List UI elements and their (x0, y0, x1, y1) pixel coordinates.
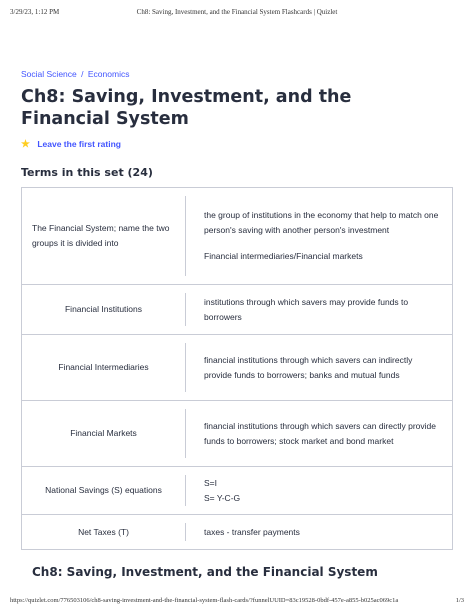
table-row (22, 285, 452, 335)
card-definition (186, 285, 452, 334)
card-term: Financial Institutions (64, 304, 142, 314)
print-datetime: 3/29/23, 1:12 PM (10, 8, 60, 16)
table-row (22, 335, 452, 401)
print-doc-title: Ch8: Saving, Investment, and the Financial System Flashcards | Quizlet (136, 8, 338, 16)
print-page-number: 1/3 (455, 597, 464, 604)
definition-line: financial institutions through which savers can directly provide funds to borrowers; stock market and bond market (204, 420, 436, 446)
definition-line: taxes - transfer payments (204, 526, 300, 537)
terms-heading: Terms in this set (24) (21, 166, 153, 179)
section-heading: Ch8: Saving, Investment, and the Financial System (32, 565, 378, 579)
definition-line: financial institutions through which savers can indirectly provide funds to borrowers; banks and mutual funds (204, 354, 413, 380)
print-header (10, 8, 464, 20)
breadcrumb-separator: / (81, 69, 84, 79)
star-icon: ★ (21, 139, 30, 150)
definition-line: S=I (204, 477, 217, 488)
card-term: Financial Markets (70, 428, 137, 438)
rating-link[interactable] (21, 139, 121, 150)
card-term: Net Taxes (T) (78, 526, 129, 537)
card-definition (186, 467, 452, 514)
table-row (22, 467, 452, 515)
card-definition (186, 401, 452, 466)
definition-line: S= Y-C-G (204, 492, 241, 503)
card-definition (186, 515, 452, 549)
definition-line: Financial intermediaries/Financial markets (204, 251, 363, 261)
definition-line: the group of institutions in the economy that help to match one person's saving with another person's investment (204, 210, 439, 235)
table-row (22, 401, 452, 467)
card-term: The Financial System; name the two groups it is divided into (32, 223, 170, 248)
breadcrumb-social-science[interactable]: Social Science (21, 69, 77, 79)
print-url: https://quizlet.com/776503106/ch8-saving-investment-and-the-financial-system-flash-cards/?funnelUUID=83c19528-0bdf-457e-a855-b025ac069c1a (10, 597, 399, 604)
breadcrumb (21, 69, 129, 79)
print-footer (10, 597, 464, 609)
card-term: National Savings (S) equations (45, 485, 162, 495)
table-row (22, 188, 452, 285)
definition-line: institutions through which savers may provide funds to borrowers (204, 296, 409, 322)
card-term: Financial Intermediaries (58, 362, 149, 372)
table-row (22, 515, 452, 549)
card-definition (186, 335, 452, 400)
card-definition (186, 188, 452, 284)
page-title: Ch8: Saving, Investment, and the Financial System (21, 87, 352, 129)
breadcrumb-economics[interactable]: Economics (87, 69, 130, 79)
terms-table (21, 187, 453, 550)
rating-label: Leave the first rating (37, 139, 121, 149)
